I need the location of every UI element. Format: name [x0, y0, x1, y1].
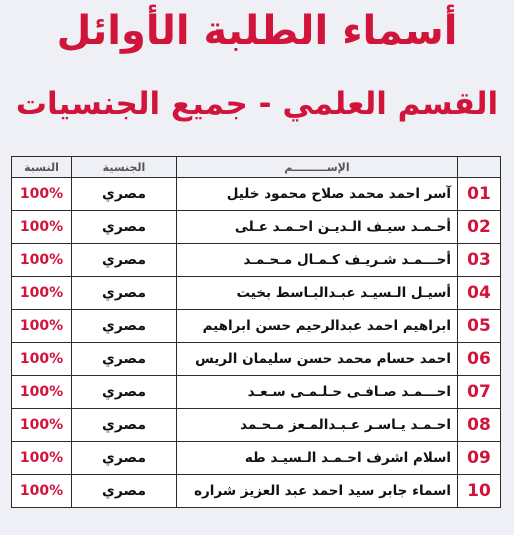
- students-table: [11, 156, 501, 508]
- cell-student-name: ابراهيم احمد عبدالرحيم حسن ابراهيم: [177, 310, 458, 343]
- cell-student-name: أحـــمـد شـريـف كـمـال مـحـمـد: [177, 244, 458, 277]
- table-row: [12, 409, 501, 442]
- cell-rank-number: 02: [458, 211, 501, 244]
- cell-student-name: احـــمـد صـافـى حـلـمـى سـعـد: [177, 376, 458, 409]
- cell-percent: 100%: [12, 211, 72, 244]
- table-row: [12, 211, 501, 244]
- cell-student-name: اسماء جابر سيد احمد عبد العزيز شراره: [177, 475, 458, 508]
- cell-nationality: مصري: [72, 310, 177, 343]
- cell-rank-number: 04: [458, 277, 501, 310]
- header-nationality: الجنسية: [72, 157, 177, 178]
- page-subtitle: القسم العلمي - جميع الجنسيات: [15, 86, 499, 122]
- cell-rank-number: 07: [458, 376, 501, 409]
- cell-rank-number: 09: [458, 442, 501, 475]
- cell-nationality: مصري: [72, 442, 177, 475]
- header-percent: النسبة: [12, 157, 72, 178]
- table-row: [12, 442, 501, 475]
- table-row: [12, 277, 501, 310]
- header-name: الإســـــــــم: [177, 157, 458, 178]
- table-header-row: [12, 157, 501, 178]
- cell-student-name: اسلام اشرف احـمـد الـسيـد طه: [177, 442, 458, 475]
- cell-rank-number: 08: [458, 409, 501, 442]
- cell-rank-number: 10: [458, 475, 501, 508]
- cell-nationality: مصري: [72, 244, 177, 277]
- cell-student-name: احمد حسام محمد حسن سليمان الريس: [177, 343, 458, 376]
- cell-nationality: مصري: [72, 343, 177, 376]
- table-row: [12, 343, 501, 376]
- table-row: [12, 475, 501, 508]
- cell-rank-number: 05: [458, 310, 501, 343]
- table-body: [12, 178, 501, 508]
- cell-student-name: أسيـل الـسيـد عبـدالبـاسط بخيت: [177, 277, 458, 310]
- cell-percent: 100%: [12, 409, 72, 442]
- cell-nationality: مصري: [72, 178, 177, 211]
- cell-nationality: مصري: [72, 475, 177, 508]
- cell-rank-number: 01: [458, 178, 501, 211]
- cell-nationality: مصري: [72, 277, 177, 310]
- cell-percent: 100%: [12, 310, 72, 343]
- cell-percent: 100%: [12, 475, 72, 508]
- cell-rank-number: 06: [458, 343, 501, 376]
- table-row: [12, 244, 501, 277]
- cell-percent: 100%: [12, 244, 72, 277]
- cell-percent: 100%: [12, 376, 72, 409]
- page-title: أسماء الطلبة الأوائل: [56, 8, 458, 54]
- cell-percent: 100%: [12, 442, 72, 475]
- cell-percent: 100%: [12, 343, 72, 376]
- cell-nationality: مصري: [72, 376, 177, 409]
- cell-student-name: آسر احمد محمد صلاح محمود خليل: [177, 178, 458, 211]
- table-row: [12, 310, 501, 343]
- cell-nationality: مصري: [72, 211, 177, 244]
- header-number: [458, 157, 501, 178]
- cell-nationality: مصري: [72, 409, 177, 442]
- table-row: [12, 178, 501, 211]
- cell-percent: 100%: [12, 277, 72, 310]
- cell-percent: 100%: [12, 178, 72, 211]
- cell-student-name: أحـمـد سيـف الـديـن احـمـد عـلى: [177, 211, 458, 244]
- cell-student-name: احـمـد يـاسـر عـبـدالمـعز مـحـمد: [177, 409, 458, 442]
- cell-rank-number: 03: [458, 244, 501, 277]
- table-row: [12, 376, 501, 409]
